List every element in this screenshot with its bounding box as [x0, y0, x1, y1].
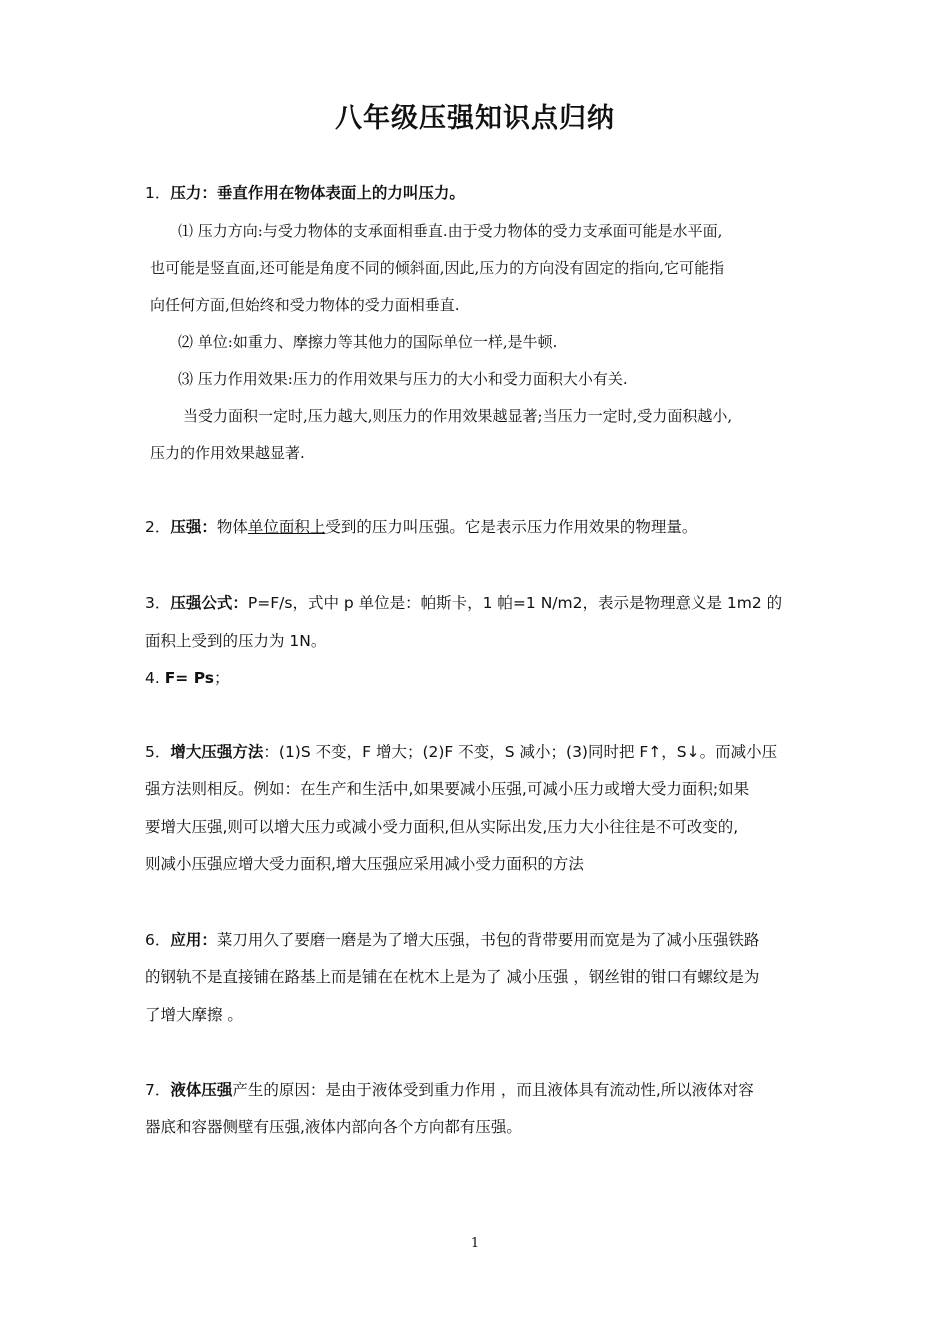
page-number: 1: [470, 1236, 480, 1251]
section-5-text-1: ：(1)S 不变，F 增大；(2)F 不变，S 减小；(3)同时把 F↑，S↓。而减小压: [263, 743, 778, 761]
section-2-text-post: 受到的压力叫压强。它是表示压力作用效果的物理量。: [325, 518, 698, 536]
section-1-number: 1．: [145, 184, 171, 202]
section-4-formula: F= Ps: [164, 669, 215, 687]
section-7-title: 液体压强: [170, 1081, 233, 1099]
section-7-line-1: [145, 1080, 754, 1100]
section-6-line-3: 了增大摩擦 。: [145, 1006, 243, 1024]
section-6-line-2: 的钢轨不是直接铺在路基上而是铺在在枕木上是为了 减小压强 ，钢丝钳的钳口有螺纹是为: [145, 968, 760, 986]
section-6-number: 6．: [145, 931, 171, 949]
section-5-line-2: 强方法则相反。例如：在生产和生活中,如果要减小压强,可减小压力或增大受力面积;如果: [145, 780, 750, 798]
section-2-underlined-term: 单位面积上: [247, 518, 326, 536]
section-3-number: 3．: [145, 594, 171, 612]
section-5-line-3: 要增大压强,则可以增大压力或减小受力面积,但从实际出发,压力大小往往是不可改变的,: [145, 818, 739, 836]
section-4-line: [145, 668, 230, 688]
section-7-number: 7．: [145, 1081, 171, 1099]
section-4-number: 4.: [145, 669, 165, 687]
section-1-unit: ⑵ 单位:如重力、摩擦力等其他力的国际单位一样,是牛顿.: [178, 333, 558, 351]
section-5-title: 增大压强方法: [170, 743, 264, 761]
section-1-direction-line-2: 也可能是竖直面,还可能是角度不同的倾斜面,因此,压力的方向没有固定的指向,它可能指: [150, 259, 725, 277]
section-1-effect: ⑶ 压力作用效果:压力的作用效果与压力的大小和受力面积大小有关.: [178, 370, 628, 388]
section-1-effect-detail-line-1: 当受力面积一定时,压力越大,则压力的作用效果越显著;当压力一定时,受力面积越小,: [183, 407, 733, 425]
section-2-paragraph: [145, 517, 697, 537]
section-7-text-1: 产生的原因：是由于液体受到重力作用 ，而且液体具有流动性,所以液体对容: [232, 1081, 754, 1099]
section-6-title: 应用：: [170, 931, 217, 949]
section-1-heading: [145, 183, 465, 203]
section-2-number: 2．: [145, 518, 171, 536]
section-1-effect-detail-line-2: 压力的作用效果越显著.: [150, 444, 305, 462]
section-1-direction-line-3: 向任何方面,但始终和受力物体的受力面相垂直.: [150, 296, 460, 314]
section-5-number: 5．: [145, 743, 171, 761]
section-7-line-2: 器底和容器侧壁有压强,液体内部向各个方向都有压强。: [145, 1118, 522, 1136]
section-2-title: 压强：: [170, 518, 217, 536]
section-3-formula-text: P=F/s，式中 p 单位是：帕斯卡，1 帕=1 N/m2，表示是物理意义是 1m2 的: [247, 594, 783, 612]
section-4-tail: ；: [214, 669, 230, 687]
section-5-line-1: [145, 742, 777, 762]
section-1-title: 压力：垂直作用在物体表面上的力叫压力。: [170, 184, 465, 202]
section-5-line-4: 则减小压强应增大受力面积,增大压强应采用减小受力面积的方法: [145, 855, 584, 873]
section-3-line-1: [145, 593, 782, 613]
section-3-title: 压强公式：: [170, 594, 248, 612]
page-title: 八年级压强知识点归纳: [335, 103, 615, 134]
section-6-line-1: [145, 930, 759, 950]
section-1-direction-line-1: ⑴ 压力方向:与受力物体的支承面相垂直.由于受力物体的受力支承面可能是水平面,: [178, 222, 723, 240]
section-2-text-pre: 物体: [216, 518, 248, 536]
section-6-text-1: 菜刀用久了要磨一磨是为了增大压强，书包的背带要用而宽是为了减小压强铁路: [216, 931, 760, 949]
section-3-line-2: 面积上受到的压力为 1N。: [145, 632, 327, 650]
